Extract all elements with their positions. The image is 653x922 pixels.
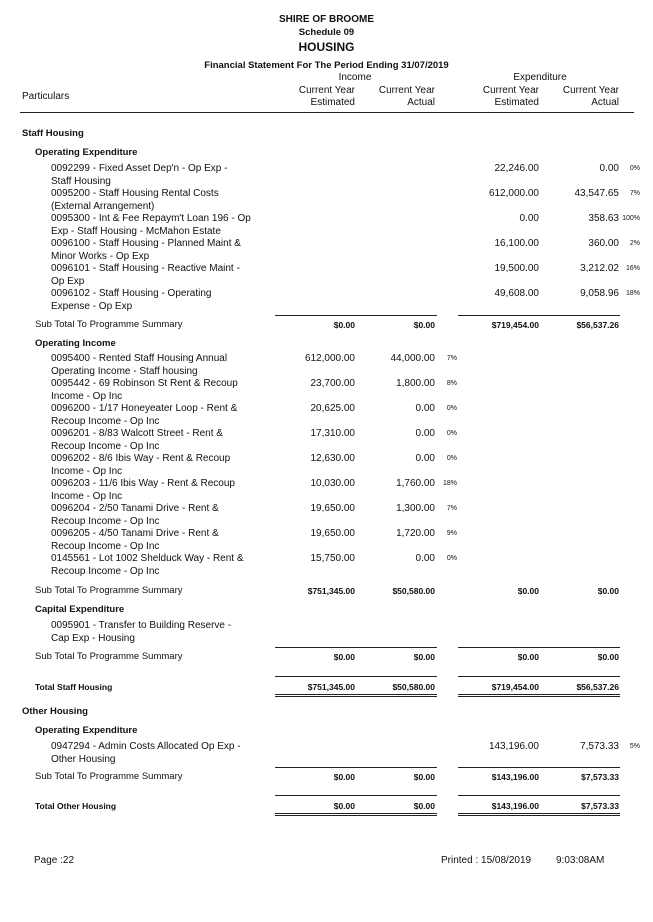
total-income-est: $751,345.00 [307,682,355,692]
income-estimated-value: 12,630.00 [310,453,355,464]
total-double-rule-income-2 [275,815,437,816]
period-title: Financial Statement For The Period Ending 31/07/2019 [204,60,449,71]
percent-of-estimate: 0% [446,455,457,462]
total-rule-income [275,795,437,796]
income-act-header-2: Actual [407,97,435,108]
expenditure-estimated-value: 143,196.00 [488,741,539,752]
subtotal-income-est: $751,345.00 [307,586,355,596]
subtotal-rule-income [275,767,437,768]
subtotal-expenditure-act: $56,537.26 [576,320,619,330]
income-estimated-value: 15,750.00 [310,553,355,564]
line-item-description [51,263,266,288]
income-actual-value: 44,000.00 [390,353,435,364]
line-item-desc-1: 0096203 - 11/6 Ibis Way - Rent & Recoup [51,478,235,489]
percent-of-estimate: 0% [446,430,457,437]
line-item-desc-1: 0096201 - 8/83 Walcott Street - Rent & [51,428,223,439]
line-item-desc-2: Staff Housing [51,175,111,187]
income-actual-value: 0.00 [415,453,435,464]
printed-date: Printed : 15/08/2019 [441,855,532,866]
line-item-desc-1: 0096205 - 4/50 Tanami Drive - Rent & [51,528,219,539]
subtotal-income-act: $0.00 [413,320,435,330]
line-item-desc-1: 0096200 - 1/17 Honeyeater Loop - Rent & [51,403,238,414]
percent-of-estimate: 8% [446,380,457,387]
percent-of-estimate: 18% [442,480,457,487]
subtotal-income-act: $50,580.00 [392,586,435,596]
line-item-desc-2: Minor Works - Op Exp [51,250,150,262]
page-title: HOUSING [298,40,355,54]
line-item-desc-1: 0096102 - Staff Housing - Operating [51,288,212,299]
subtotal-expenditure-est: $0.00 [517,586,539,596]
line-item-desc-1: 0095200 - Staff Housing Rental Costs [51,188,219,199]
line-item-desc-1: 0095901 - Transfer to Building Reserve - [51,620,232,631]
subtotal-rule-expenditure [458,767,620,768]
expenditure-actual-value: 43,547.65 [574,188,619,199]
line-item-desc-2: Expense - Op Exp [51,300,133,312]
total-income-act: $50,580.00 [392,682,435,692]
expenditure-est-header-1: Current Year [482,85,539,96]
line-item-description [51,378,266,403]
expenditure-estimated-value: 49,608.00 [494,288,539,299]
percent-of-estimate: 18% [625,290,640,297]
line-item-desc-2: Recoup Income - Op Inc [51,415,160,427]
percent-of-estimate: 0% [629,165,640,172]
income-est-header-2: Estimated [310,97,355,108]
subtotal-expenditure-est: $0.00 [517,652,539,662]
line-item-desc-2: Income - Op Inc [51,465,123,477]
section-other-housing: Other Housing [22,706,88,717]
line-item-description [51,428,266,453]
line-item-description [51,188,266,213]
line-item-desc-2: Recoup Income - Op Inc [51,515,160,527]
line-item-description [51,503,266,528]
total-expenditure-act: $56,537.26 [576,682,619,692]
total-double-rule-income-1 [275,694,437,695]
line-item-desc-2: Recoup Income - Op Inc [51,565,160,577]
income-actual-value: 0.00 [415,428,435,439]
line-item-description [51,528,266,553]
line-item-desc-1: 0096100 - Staff Housing - Planned Maint & [51,238,241,249]
total-other-housing-label: Total Other Housing [35,801,117,811]
line-item-desc-2: Cap Exp - Housing [51,632,135,644]
total-double-rule-expenditure-1 [458,813,620,814]
line-item-description [51,453,266,478]
income-actual-value: 1,800.00 [396,378,435,389]
income-actual-value: 1,760.00 [396,478,435,489]
expenditure-act-header-1: Current Year [562,85,619,96]
heading-staff-operating-income: Operating Income [35,338,116,349]
income-actual-value: 1,300.00 [396,503,435,514]
total-double-rule-income-2 [275,696,437,697]
subtotal-income-act: $0.00 [413,652,435,662]
expenditure-actual-value: 360.00 [588,238,619,249]
line-item-desc-1: 0096204 - 2/50 Tanami Drive - Rent & [51,503,219,514]
expenditure-estimated-value: 612,000.00 [488,188,539,199]
printed-time: 9:03:08AM [556,855,605,866]
line-item-description [51,288,266,313]
percent-of-estimate: 9% [446,530,457,537]
line-item-desc-2: Income - Op Inc [51,390,123,402]
income-estimated-value: 20,625.00 [310,403,355,414]
income-estimated-value: 23,700.00 [310,378,355,389]
percent-of-estimate: 7% [446,355,457,362]
percent-of-estimate: 2% [629,240,640,247]
expenditure-actual-value: 3,212.02 [580,263,619,274]
line-item-description [51,163,266,188]
percent-of-estimate: 7% [446,505,457,512]
subtotal-expenditure-act: $0.00 [597,586,619,596]
total-expenditure-est: $719,454.00 [491,682,539,692]
expenditure-est-header-2: Estimated [494,97,539,108]
subtotal-expenditure-est: $719,454.00 [491,320,539,330]
percent-of-estimate: 5% [629,743,640,750]
percent-of-estimate: 16% [625,265,640,272]
total-double-rule-income-1 [275,813,437,814]
income-estimated-value: 10,030.00 [310,478,355,489]
total-rule-expenditure [458,795,620,796]
income-group-header: Income [338,72,372,83]
total-income-act: $0.00 [413,801,435,811]
expenditure-act-header-2: Actual [591,97,619,108]
expenditure-group-header: Expenditure [513,72,567,83]
total-rule-income [275,676,437,677]
particulars-header: Particulars [22,91,70,102]
income-estimated-value: 19,650.00 [310,528,355,539]
subtotal-label: Sub Total To Programme Summary [35,651,183,662]
header-rule [20,112,634,113]
total-rule-expenditure [458,676,620,677]
heading-other-operating-expenditure: Operating Expenditure [35,725,138,736]
percent-of-estimate: 0% [446,405,457,412]
schedule-number: Schedule 09 [298,27,355,38]
income-estimated-value: 19,650.00 [310,503,355,514]
subtotal-income-est: $0.00 [333,772,355,782]
subtotal-expenditure-est: $143,196.00 [491,772,539,782]
line-item-desc-1: 0947294 - Admin Costs Allocated Op Exp - [51,741,241,752]
subtotal-expenditure-act: $7,573.33 [581,772,619,782]
total-expenditure-est: $143,196.00 [491,801,539,811]
subtotal-rule-expenditure [458,315,620,316]
line-item-desc-1: 0092299 - Fixed Asset Dep'n - Op Exp - [51,163,228,174]
section-staff-housing: Staff Housing [22,128,84,139]
line-item-desc-2: Income - Op Inc [51,490,123,502]
line-item-desc-1: 0096202 - 8/6 Ibis Way - Rent & Recoup [51,453,231,464]
total-double-rule-expenditure-1 [458,694,620,695]
line-item-desc-1: 0145561 - Lot 1002 Shelduck Way - Rent & [51,553,244,564]
expenditure-actual-value: 9,058.96 [580,288,619,299]
subtotal-rule-income [275,647,437,648]
heading-staff-capital-expenditure: Capital Expenditure [35,604,125,615]
line-item-description [51,741,266,766]
line-item-description [51,238,266,263]
line-item-desc-2: Other Housing [51,753,116,765]
subtotal-income-est: $0.00 [333,320,355,330]
income-act-header-1: Current Year [378,85,435,96]
heading-staff-operating-expenditure: Operating Expenditure [35,147,138,158]
line-item-description [51,620,266,645]
line-item-desc-2: (External Arrangement) [51,200,155,212]
subtotal-rule-income [275,315,437,316]
income-est-header-1: Current Year [298,85,355,96]
expenditure-estimated-value: 19,500.00 [494,263,539,274]
line-item-desc-1: 0095300 - Int & Fee Repaym't Loan 196 - Op [51,213,251,224]
income-actual-value: 1,720.00 [396,528,435,539]
subtotal-label: Sub Total To Programme Summary [35,771,183,782]
income-estimated-value: 612,000.00 [304,353,355,364]
total-double-rule-expenditure-2 [458,815,620,816]
line-item-description [51,553,266,578]
subtotal-income-act: $0.00 [413,772,435,782]
line-item-desc-2: Recoup Income - Op Inc [51,440,160,452]
subtotal-label: Sub Total To Programme Summary [35,585,183,596]
org-name: SHIRE OF BROOME [278,14,374,25]
total-income-est: $0.00 [333,801,355,811]
line-item-desc-2: Operating Income - Staff housing [51,365,198,377]
income-actual-value: 0.00 [415,403,435,414]
line-item-desc-1: 0095442 - 69 Robinson St Rent & Recoup [51,378,238,389]
line-item-desc-2: Exp - Staff Housing - McMahon Estate [51,225,221,237]
income-estimated-value: 17,310.00 [310,428,355,439]
line-item-desc-1: 0096101 - Staff Housing - Reactive Maint - [51,263,240,274]
line-item-description [51,403,266,428]
percent-of-estimate: 7% [629,190,640,197]
subtotal-label: Sub Total To Programme Summary [35,319,183,330]
page-number: Page :22 [34,855,75,866]
line-item-description [51,213,266,238]
line-item-desc-1: 0095400 - Rented Staff Housing Annual [51,353,228,364]
line-item-desc-2: Recoup Income - Op Inc [51,540,160,552]
line-item-description [51,478,266,503]
total-staff-housing-label: Total Staff Housing [35,682,113,692]
subtotal-expenditure-act: $0.00 [597,652,619,662]
expenditure-estimated-value: 16,100.00 [494,238,539,249]
expenditure-actual-value: 0.00 [599,163,619,174]
percent-of-estimate: 100% [622,215,640,222]
total-expenditure-act: $7,573.33 [581,801,619,811]
line-item-desc-2: Op Exp [51,275,85,287]
total-double-rule-expenditure-2 [458,696,620,697]
income-actual-value: 0.00 [415,553,435,564]
line-item-description [51,353,266,378]
expenditure-actual-value: 7,573.33 [580,741,619,752]
expenditure-actual-value: 358.63 [588,213,619,224]
expenditure-estimated-value: 0.00 [519,213,539,224]
expenditure-estimated-value: 22,246.00 [494,163,539,174]
subtotal-income-est: $0.00 [333,652,355,662]
percent-of-estimate: 0% [446,555,457,562]
subtotal-rule-expenditure [458,647,620,648]
